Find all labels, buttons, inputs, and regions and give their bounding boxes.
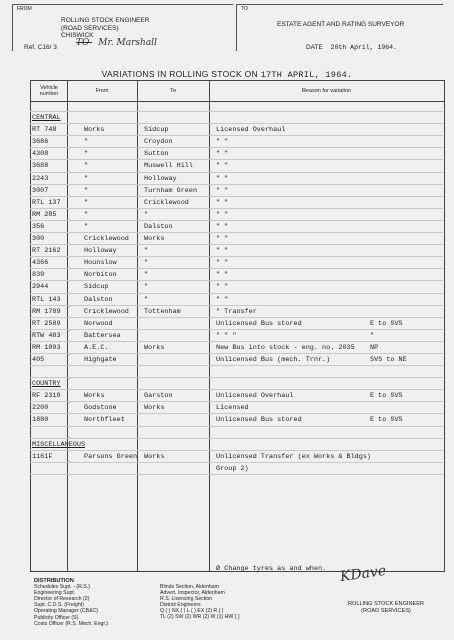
variations-rows [30, 100, 443, 475]
vehicle-cell: RM 1893 [32, 343, 61, 352]
reason-cell: Unlicensed Bus stored [216, 416, 302, 425]
reason-cell: " " [216, 162, 229, 171]
vehicle-cell: RTL 137 [32, 198, 61, 207]
from-cell: A.E.C. [84, 343, 109, 352]
to-cell: Croydon [144, 138, 173, 147]
table-row [30, 209, 443, 221]
destination-cell: E to SVS [370, 416, 403, 425]
vehicle-cell: 3007 [32, 186, 49, 195]
to-cell: Tottenham [144, 307, 181, 316]
reason-cell: " " [216, 174, 229, 183]
table-row [30, 354, 443, 366]
from-label: FROM [17, 6, 32, 12]
distribution-item: Engineering Supt. [34, 590, 76, 597]
signature: KDave [339, 562, 388, 586]
to-cell: Works [144, 343, 165, 352]
from-cell: Battersea [84, 331, 121, 340]
table-row [30, 136, 443, 148]
from-cell: Holloway [84, 247, 117, 256]
reason-cell: Licensed Overhaul [216, 126, 286, 135]
to-cell: " [144, 295, 149, 304]
destination-cell: " [370, 331, 375, 340]
distribution-list [34, 578, 108, 627]
to-cell: Turnham Green [144, 186, 198, 195]
distribution-item: Costs Officer (R.S. Mech. Engr.) [34, 620, 108, 627]
distribution-item: R.S. Licensing Section [160, 596, 213, 603]
from-cell: " [84, 162, 89, 171]
to-cell: " [144, 271, 149, 280]
reason-cell: Licensed [216, 404, 249, 413]
table-row [30, 294, 443, 306]
from-line-1: ROLLING STOCK ENGINEER [61, 17, 150, 24]
page-title [0, 69, 454, 80]
table-row [30, 233, 443, 245]
from-cell: Dalston [84, 295, 113, 304]
vehicle-cell: 2200 [32, 404, 49, 413]
from-cell: Cricklewood [84, 307, 129, 316]
col-header-from: From [95, 88, 109, 94]
to-cell: " [144, 247, 149, 256]
signoff-block [344, 601, 428, 614]
vehicle-cell: 4308 [32, 150, 49, 159]
table-row [30, 439, 443, 451]
from-cell: Norwood [84, 319, 113, 328]
distribution-item: Operating Manager (CB&C) [34, 608, 99, 615]
distribution-list-2 [160, 584, 240, 621]
reason-cell: " " [216, 283, 229, 292]
table-row [30, 257, 443, 269]
date-label: DATE [306, 44, 323, 51]
from-cell: Highgate [84, 355, 117, 364]
table-row [30, 402, 443, 414]
to-cell: Garston [144, 392, 173, 401]
to-cell: Holloway [144, 174, 177, 183]
table-row [30, 269, 443, 281]
table-row [30, 342, 443, 354]
from-cell: " [84, 210, 89, 219]
table-row [30, 173, 443, 185]
table-row [30, 330, 443, 342]
vehicle-cell: RM 285 [32, 210, 57, 219]
signoff-line-2: (ROAD SERVICES) [361, 607, 411, 614]
to-cell: " [144, 210, 149, 219]
distribution-item: Q ( ) NX ( ) L ( ) EX (2) R ( ) [160, 608, 224, 615]
distribution-item: Publicity Officer (S) [34, 614, 79, 621]
to-cell: " [144, 283, 149, 292]
table-row [30, 463, 443, 475]
table-row [30, 390, 443, 402]
vehicle-cell: 1161F [32, 452, 53, 461]
table-row [30, 124, 443, 136]
reason-cell: " " [216, 186, 229, 195]
table-row [30, 245, 443, 257]
from-cell: Norbiton [84, 271, 117, 280]
reason-cell: " " [216, 222, 229, 231]
title-prefix: VARIATIONS IN ROLLING STOCK ON [101, 69, 258, 79]
reason-cell: " " [216, 138, 229, 147]
table-row [30, 281, 443, 293]
to-cell: Sutton [144, 150, 169, 159]
from-cell: Works [84, 126, 105, 135]
table-row [30, 148, 443, 160]
reason-cell: Unlicensed Transfer (ex Works & Bldgs) [216, 452, 371, 461]
col-header-reason: Reason for variation [301, 88, 352, 94]
distribution-item: TL (2) SW (2) WR (2) W (1) HW ( ) [160, 614, 240, 621]
to-cell: " [144, 259, 149, 268]
table-row [30, 197, 443, 209]
to-cell: Works [144, 452, 165, 461]
handwritten-recipient [76, 38, 157, 48]
reason-cell: Unlicensed Overhaul [216, 392, 294, 401]
distribution-item: Supt. C.D.S. (Freight) [34, 602, 84, 609]
to-cell: Dalston [144, 222, 173, 231]
from-cell: " [84, 150, 89, 159]
date-field [306, 44, 397, 51]
from-line-3: CHISWICK [61, 32, 94, 39]
reason-cell: Group 2) [216, 464, 249, 473]
from-cell: " [84, 174, 89, 183]
distribution-item: Advert. Inspector, Aldenham [160, 590, 225, 597]
vehicle-cell: RM 1789 [32, 307, 61, 316]
vehicle-cell: 3686 [32, 138, 49, 147]
vehicle-cell: 1880 [32, 416, 49, 425]
table-row [30, 318, 443, 330]
handwritten-name: Mr. Marshall [98, 38, 157, 48]
reason-cell: " " [216, 259, 229, 268]
vehicle-cell: 405 [32, 355, 45, 364]
table-row [30, 160, 443, 172]
from-cell: Hounslow [84, 259, 117, 268]
from-cell: Sidcup [84, 283, 109, 292]
table-row [30, 378, 443, 390]
reason-cell: Unlicensed Bus stored [216, 319, 302, 328]
from-cell: " [84, 186, 89, 195]
distribution-item: Director of Research (2) [34, 596, 90, 603]
reason-cell: " " " [216, 331, 237, 340]
from-line-2: (ROAD SERVICES) [61, 24, 119, 32]
reason-cell: " " [216, 210, 229, 219]
vehicle-cell: RT 2162 [32, 247, 61, 256]
to-recipient: ESTATE AGENT AND RATING SURVEYOR [277, 21, 405, 28]
table-row [30, 427, 443, 439]
vehicle-cell: 839 [32, 271, 45, 280]
title-date: 17TH APRIL, 1964. [260, 70, 353, 80]
destination-cell: SVS to NE [370, 355, 407, 364]
vehicle-cell: 356 [32, 222, 45, 231]
reason-cell: " " [216, 235, 229, 244]
reason-cell: " " [216, 271, 229, 280]
from-cell: " [84, 198, 89, 207]
table-row [30, 366, 443, 378]
to-label: TO [241, 6, 248, 12]
vehicle-cell: RF 2310 [32, 392, 61, 401]
vehicle-cell: MISCELLANEOUS [32, 440, 86, 449]
vehicle-cell: COUNTRY [32, 380, 61, 389]
reason-cell: " " [216, 295, 229, 304]
table-row [30, 100, 443, 112]
from-cell: Godstone [84, 404, 117, 413]
vehicle-cell: 3688 [32, 162, 49, 171]
from-cell: " [84, 138, 89, 147]
vehicle-cell: 2944 [32, 283, 49, 292]
distribution-title: DISTRIBUTION [34, 578, 74, 584]
reason-cell: " " [216, 247, 229, 256]
distribution-item: District Engineers [160, 602, 201, 609]
destination-cell: NP [370, 343, 379, 352]
reference-number: Ref. C16/ 3 [24, 44, 57, 51]
vehicle-cell: 4366 [32, 259, 49, 268]
table-row [30, 112, 443, 124]
to-cell: Works [144, 235, 165, 244]
from-cell: " [84, 222, 89, 231]
destination-cell: E to SVS [370, 392, 403, 401]
reason-cell: " Transfer [216, 307, 257, 316]
from-cell: Cricklewood [84, 235, 129, 244]
vehicle-cell: RT 2589 [32, 319, 61, 328]
table-row [30, 185, 443, 197]
distribution-item: Blinds Section, Aldenham [160, 584, 219, 590]
vehicle-cell: CENTRAL [32, 114, 61, 123]
vehicle-cell: 2243 [32, 174, 49, 183]
vehicle-cell: RT 748 [32, 126, 57, 135]
destination-cell: E to SVS [370, 319, 403, 328]
table-row [30, 414, 443, 426]
vehicle-cell: RTW 483 [32, 331, 61, 340]
table-row [30, 451, 443, 463]
from-address [61, 17, 149, 40]
to-cell: Sidcup [144, 126, 169, 135]
from-cell: Parsons Green [84, 452, 138, 461]
footnote: Ø Change tyres as and when. [216, 565, 327, 573]
vehicle-cell: RTL 143 [32, 295, 61, 304]
distribution-item: Schedules Supt. - (R.S.) [34, 584, 90, 591]
reason-cell: New Bus into stock - eng. no. 2035 [216, 343, 355, 352]
vehicle-cell: 300 [32, 235, 45, 244]
to-cell: Muswell Hill [144, 162, 193, 171]
table-row [30, 221, 443, 233]
col-header-vehicle: Vehicle number [39, 85, 59, 97]
table-row [30, 306, 443, 318]
to-cell: Cricklewood [144, 198, 189, 207]
signoff-line-1: ROLLING STOCK ENGINEER [347, 601, 425, 607]
from-cell: Works [84, 392, 105, 401]
reason-cell: Unlicensed Bus (mech. Trnr.) [216, 355, 331, 364]
handwritten-to: TO [76, 38, 90, 48]
from-cell: Northfleet [84, 416, 125, 425]
reason-cell: " " [216, 198, 229, 207]
reason-cell: " " [216, 150, 229, 159]
date-value: 20th April, 1964. [330, 44, 397, 51]
to-cell: Works [144, 404, 165, 413]
col-header-to: To [170, 88, 176, 94]
